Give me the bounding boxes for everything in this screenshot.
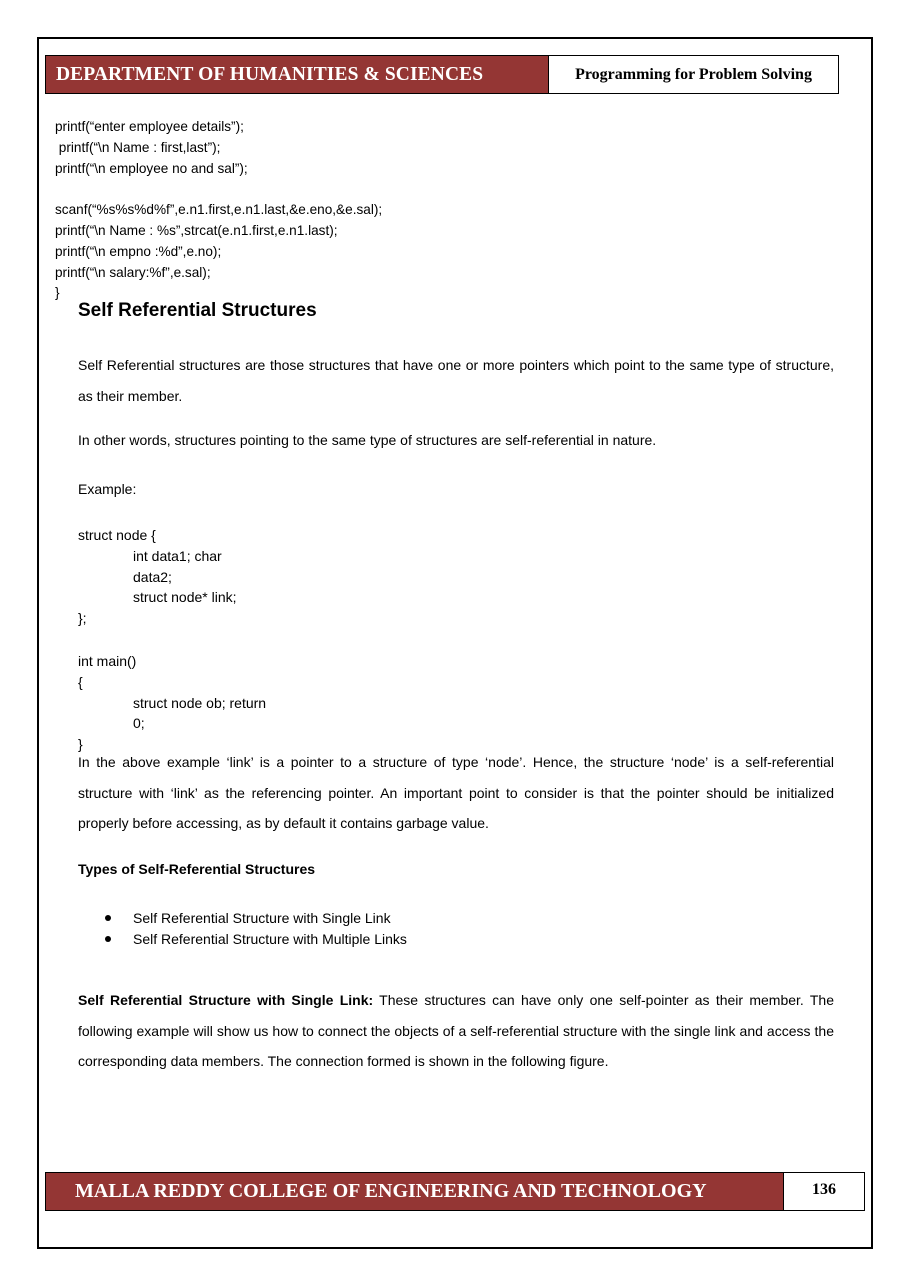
single-link-text: These structures can have only one self-pointer as their member. The following example will show us how to connect the objects of a self-referential structure with the single link and access the corresponding data members. The connection formed is shown in the following figure.: [78, 992, 834, 1069]
paragraph-other-words: In other words, structures pointing to the same type of structures are self-referential in nature.: [78, 432, 657, 448]
paragraph-single-link: [78, 985, 834, 1077]
code-line: };: [78, 610, 87, 627]
code-line: printf(“\n employee no and sal”);: [55, 160, 248, 176]
code-line: printf(“\n salary:%f”,e.sal);: [55, 264, 211, 280]
code-line: int main(): [78, 653, 137, 669]
college-name: MALLA REDDY COLLEGE OF ENGINEERING AND TECHNOLOGY: [46, 1173, 783, 1210]
page-header: [45, 55, 839, 94]
list-item: [105, 929, 407, 950]
code-line: }: [55, 285, 60, 301]
code-line: printf(“\n Name : first,last”);: [55, 139, 221, 155]
code-line: }: [78, 736, 83, 753]
code-line: 0;: [133, 715, 145, 732]
code-line: scanf(“%s%s%d%f”,e.n1.first,e.n1.last,&e.eno,&e.sal);: [55, 202, 383, 218]
list-item-text: Self Referential Structure with Single Link: [133, 910, 391, 926]
subject-title: Programming for Problem Solving: [548, 56, 838, 93]
list-item-text: Self Referential Structure with Multiple Links: [133, 931, 407, 947]
single-link-label: Self Referential Structure with Single Link:: [78, 992, 374, 1008]
code-snippet-top: [55, 117, 835, 304]
struct-node-code: [78, 525, 678, 629]
code-line: struct node* link;: [133, 589, 237, 606]
code-line-blank: [55, 179, 835, 200]
code-line: {: [78, 673, 83, 690]
code-line: printf(“\n empno :%d”,e.no);: [55, 243, 222, 259]
example-label: Example:: [78, 481, 137, 497]
code-line: printf(“\n Name : %s”,strcat(e.n1.first,e.n1.last);: [55, 222, 338, 238]
code-line: struct node {: [78, 527, 156, 543]
paragraph-definition: Self Referential structures are those structures that have one or more pointers which point to the same type of structure, as their member.: [78, 357, 834, 404]
code-line: printf(“enter employee details”);: [55, 119, 244, 134]
code-line: data2;: [133, 568, 172, 585]
department-title: DEPARTMENT OF HUMANITIES & SCIENCES: [46, 56, 548, 93]
bullet-icon: [105, 915, 111, 921]
list-item: [105, 908, 407, 929]
code-line: struct node ob; return: [133, 694, 267, 711]
types-list: [105, 908, 407, 950]
page-number: 136: [783, 1173, 864, 1210]
code-line: int data1; char: [133, 547, 222, 564]
main-function-code: [78, 651, 678, 755]
page-footer: [45, 1172, 865, 1211]
types-heading: Types of Self-Referential Structures: [78, 861, 316, 877]
paragraph-explanation: In the above example ‘link’ is a pointer to a structure of type ‘node’. Hence, the structure ‘node’ is a self-referential structure with ‘link’ as the referencing pointer. An important point to consider is that the pointer should be initialized properly before accessing, as by default it contains garbage value.: [78, 754, 834, 831]
bullet-icon: [105, 936, 111, 942]
section-title: Self Referential Structures: [78, 300, 317, 321]
